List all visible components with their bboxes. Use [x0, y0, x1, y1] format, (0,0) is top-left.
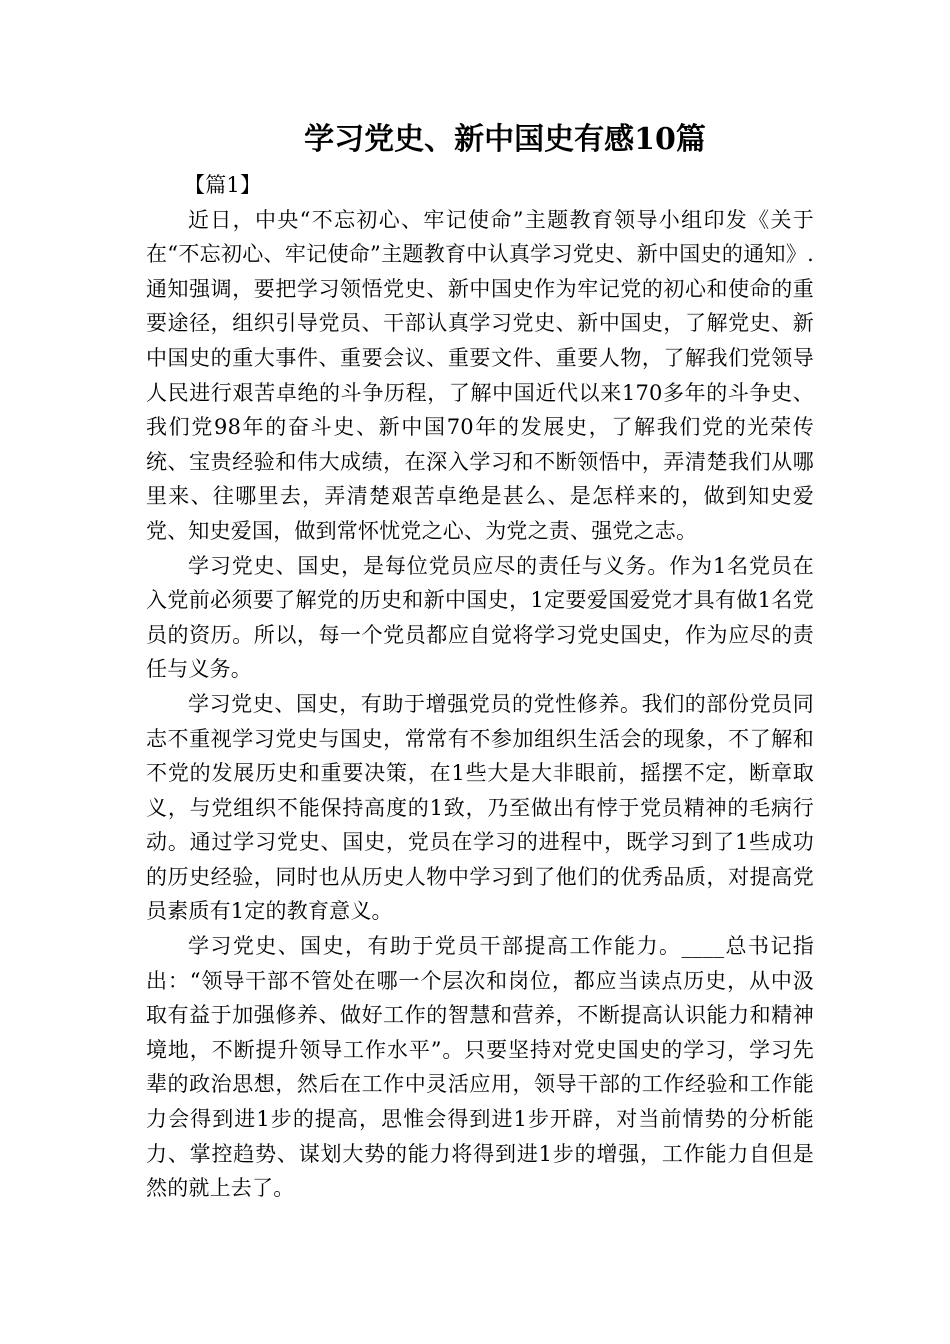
paragraph-4: 学习党史、国史，有助于党员干部提高工作能力。____总书记指出：“领导干部不管处在哪一个层次和岗位，都应当读点历史，从中汲取有益于加强修养、做好工作的智慧和营养，不断提高认识能力和精神境地，不断提升领导工作水平”。只要坚持对党史国史的学习，学习先辈的政治思想，然后在工作中灵活应用，领导干部的工作经验和工作能力会得到进1步的提高，思惟会得到进1步开辟，对当前情势的分析能力、掌控趋势、谋划大势的能力将得到进1步的增强，工作能力自但是然的就上去了。 [146, 934, 814, 1201]
paragraph-3: 学习党史、国史，有助于增强党员的党性修养。我们的部份党员同志不重视学习党史与国史，常常有不参加组织生活会的现象，不了解和不党的发展历史和重要决策，在1些大是大非眼前，摇摆不定，断章取义，与党组织不能保持高度的1致，乃至做出有悖于党员精神的毛病行动。通过学习党史、国史，党员在学习的进程中，既学习到了1些成功的历史经验，同时也从历史人物中学习到了他们的优秀品质，对提高党员素质有1定的教育意义。 [146, 691, 814, 924]
paragraph-1: 近日，中央“不忘初心、牢记使命”主题教育领导小组印发《关于在“不忘初心、牢记使命”主题教育中认真学习党史、新中国史的通知》.通知强调，要把学习领悟党史、新中国史作为牢记党的初心和使命的重要途径，组织引导党员、干部认真学习党史、新中国史，了解党史、新中国史的重大事件、重要会议、重要文件、重要人物，了解我们党领导人民进行艰苦卓绝的斗争历程，了解中国近代以来170多年的斗争史、我们党98年的奋斗史、新中国70年的发展史，了解我们党的光荣传统、宝贵经验和伟大成绩，在深入学习和不断领悟中，弄清楚我们从哪里来、往哪里去，弄清楚艰苦卓绝是甚么、是怎样来的，做到知史爱党、知史爱国，做到常怀忧党之心、为党之责、强党之志。 [146, 207, 814, 543]
section-label: 【篇1】 [184, 173, 262, 197]
document-title: 学习党史、新中国史有感10篇 [304, 122, 706, 157]
document-body [146, 168, 814, 1206]
paragraph-2: 学习党史、国史，是每位党员应尽的责任与义务。作为1名党员在入党前必须要了解党的历史和新中国史，1定要爱国爱党才具有做1名党员的资历。所以，每一个党员都应自觉将学习党史国史，作为应尽的责任与义务。 [146, 553, 814, 682]
